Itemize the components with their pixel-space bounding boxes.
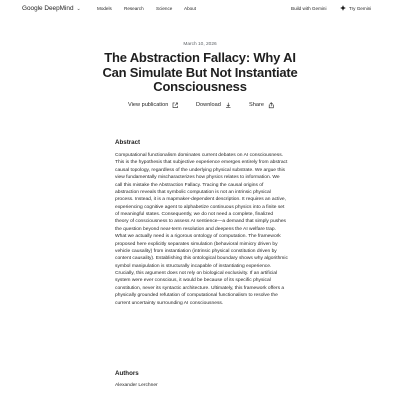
view-publication-label: View publication xyxy=(128,102,169,109)
author-name[interactable]: Alexander Lerchner xyxy=(115,383,158,388)
download-button[interactable] xyxy=(196,102,231,109)
try-gemini-button[interactable] xyxy=(340,5,371,11)
main-menu xyxy=(97,6,204,11)
authors-heading: Authors xyxy=(115,370,139,377)
menu-item-models[interactable]: Models xyxy=(97,6,112,11)
chevron-down-icon[interactable]: ⌄ xyxy=(76,5,81,12)
view-publication-link[interactable] xyxy=(128,102,179,109)
external-link-icon xyxy=(172,102,179,109)
build-with-gemini-link[interactable]: Build with Gemini xyxy=(291,6,327,11)
gemini-spark-icon xyxy=(340,5,346,11)
abstract-text: Computational functionalism dominates current debates on AI consciousness. This is the hypothesis that subjective experience emerges entirely from abstract causal topology, regardless of the underlying physical substrate. We argue this view fundamentally mischaracterizes how physics relates to information. We call this mistake the Abstraction Fallacy. Tracing the causal origins of abstraction reveals that symbolic computation is not an intrinsic physical process. Instead, it is a mapmaker-dependent description. It requires an active, experiencing cognitive agent to alphabetize continuous physics into a finite set of meaningful states. Consequently, we do not need a complete, finalized theory of consciousness to assess AI sentience—a demand that simply pushes the question beyond near-term resolution and deepens the AI welfare trap. What we actually need is a rigorous ontology of computation. The framework proposed here explicitly separates simulation (behavioral mimicry driven by vehicle causality) from instantiation (intrinsic physical constitution driven by content causality). Establishing this ontological boundary shows why algorithmic symbol manipulation is structurally incapable of instantiating experience. Crucially, this argument does not rely on biological exclusivity. If an artificial system were ever conscious, it would be because of its specific physical constitution, never its syntactic architecture. Ultimately, this framework offers a physically grounded refutation of computational functionalism to resolve the current uncertainty surrounding AI consciousness. xyxy=(115,153,288,306)
menu-item-research[interactable]: Research xyxy=(124,6,144,11)
publication-actions xyxy=(0,102,400,112)
share-button[interactable] xyxy=(249,102,274,109)
download-label: Download xyxy=(196,102,221,109)
download-icon xyxy=(225,102,232,109)
share-icon xyxy=(268,102,275,109)
menu-item-about[interactable]: About xyxy=(184,6,197,11)
publication-date: March 10, 2026 xyxy=(183,42,217,47)
top-navigation xyxy=(0,0,400,20)
page-title: The Abstraction Fallacy: Why AI Can Simulate But Not Instantiate Consciousness xyxy=(102,50,298,94)
abstract-heading: Abstract xyxy=(115,139,141,146)
brand-logo[interactable] xyxy=(22,5,81,12)
menu-item-science[interactable]: Science xyxy=(156,6,173,11)
brand-name: Google DeepMind xyxy=(22,5,74,12)
try-gemini-label: Try Gemini xyxy=(349,5,372,11)
share-label: Share xyxy=(249,102,264,109)
